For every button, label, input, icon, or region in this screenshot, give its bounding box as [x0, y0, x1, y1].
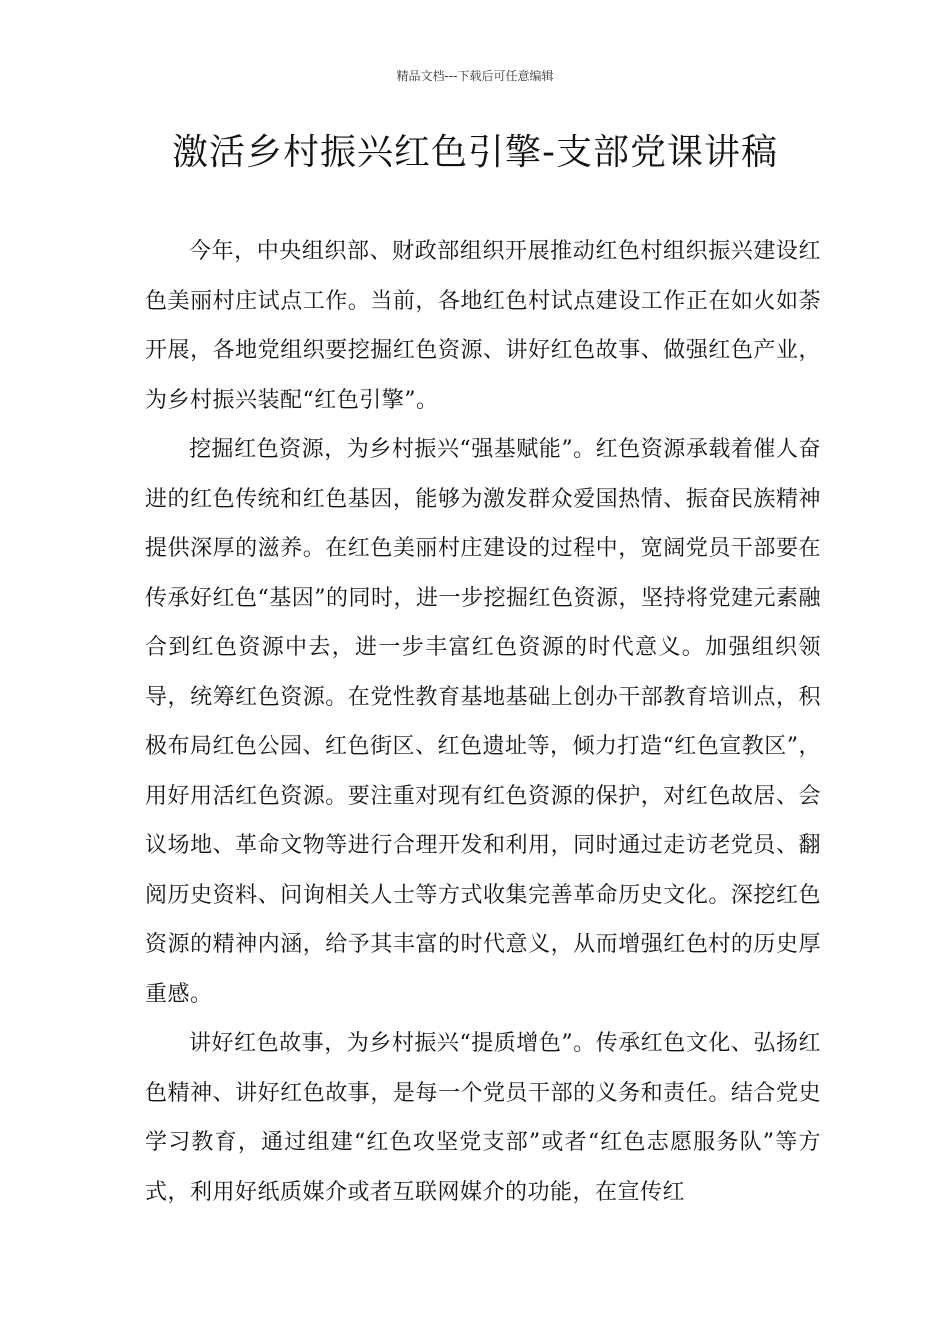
- paragraph-red-resources: 挖掘红色资源，为乡村振兴“强基赋能”。红色资源承载着催人奋进的红色传统和红色基因，能够为激发群众爱国热情、振奋民族精神提供深厚的滋养。在红色美丽村庄建设的过程中，宽阔党员干部要在传承好红色“基因”的同时，进一步挖掘红色资源，坚持将党建元素融合到红色资源中去，进一步丰富红色资源的时代意义。加强组织领导，统筹红色资源。在党性教育基地基础上创办干部教育培训点，积极布局红色公园、红色街区、红色遗址等，倾力打造“红色宣教区”，用好用活红色资源。要注重对现有红色资源的保护，对红色故居、会议场地、革命文物等进行合理开发和利用，同时通过走访老党员、翻阅历史资料、问询相关人士等方式收集完善革命历史文化。深挖红色资源的精神内涵，给予其丰富的时代意义，从而增强红色村的历史厚重感。: [145, 437, 821, 1007]
- paragraph-red-stories: 讲好红色故事，为乡村振兴“提质增色”。传承红色文化、弘扬红色精神、讲好红色故事，是每一个党员干部的义务和责任。结合党史学习教育，通过组建“红色攻坚党支部”或者“红色志愿服务队”等方式，利用好纸质媒介或者互联网媒介的功能，在宣传红: [145, 1031, 821, 1205]
- header-note: 精品文档---下载后可任意编辑: [396, 69, 554, 83]
- paragraph-intro: 今年，中央组织部、财政部组织开展推动红色村组织振兴建设红色美丽村庄试点工作。当前，各地红色村试点建设工作正在如火如荼开展，各地党组织要挖掘红色资源、讲好红色故事、做强红色产业，为乡村振兴装配“红色引擎”。: [145, 239, 821, 413]
- document-title: 激活乡村振兴红色引擎-支部党课讲稿: [172, 132, 778, 173]
- document-body: [145, 227, 821, 1217]
